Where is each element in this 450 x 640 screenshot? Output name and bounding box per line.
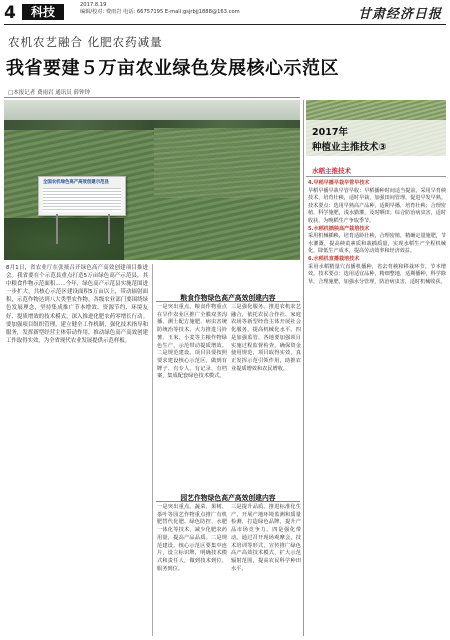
byline-divider — [4, 97, 300, 98]
masthead-meta — [80, 2, 240, 16]
column-divider — [152, 264, 153, 636]
sidebar-body — [308, 180, 446, 286]
photo-foreground-foliage — [4, 218, 124, 260]
page-number: 4 — [4, 3, 16, 23]
subheading-horticulture: 园艺作物绿色高产高效创建内容 — [180, 494, 276, 502]
issue-date: 2017.8.19 — [80, 2, 107, 8]
sidebar-title: 种植业主推技术③ — [312, 142, 387, 153]
sidebar-paragraph-4: 早稻早播早栽早管早收：早稻播种时间适当提前，采用旱育秧技术，培育壮秧，适时早栽，加强田间管理，促进早发早熟。技术要点：选用早熟高产品种，适期早播，培育壮秧；合理密植，科学施肥，浅水勤灌，及时晒田；综合防治病虫害，适时收获，为晚稻生产争取季节。 — [308, 187, 446, 224]
horticulture-text-col2: 三是提升品质。推进标准化生产，开展产地环境监测和质量检测，打造绿色品牌，提升产品市场竞争力。四是强化带动。通过召开现场观摩会、技术培训等形式，宣传推广绿色高产高效技术模式，扩大示范辐射范围，提高农民科学种田水平。 — [231, 504, 301, 572]
newspaper-logo: 甘肃经济日报 — [357, 7, 442, 22]
article-kicker: 农机农艺融合 化肥农药减量 — [8, 35, 163, 49]
subheading-horticulture-rule — [156, 501, 300, 502]
photo-field-far — [154, 128, 300, 198]
demo-sign-body — [43, 188, 121, 212]
article-lead: 8月1日，省农业厅在张掖召开绿色高产高效创建项目推进会。我省要在个示范县重点打造5万亩绿色高产示范县，其中粮食作物示范面积......今年，绿色高产示范县实施范围进一步扩大，共核心示范区建设面积5万亩以上，带动辐射面积，示范作物达到八大类型农作物。各级农业部门要围绕绿色发展理念，坚持集成推广节本增效、资源节约、环境友好、提质增效的技术模式，深入推进化肥农药零增长行动。要加强项目组织管理，建立健全工作机制，强化技术指导和服务，发挥新型经营主体带动作用，推动绿色高产高效创建工作取得实效，为全省现代农业发展提供示范样板。 — [6, 265, 148, 344]
grain-text-col1: 一是突出重点。粮食作物重点在旱作农业区推广全膜双垄沟播、测土配方施肥、病虫害统防统治等技术，大力推进马铃薯、玉米、小麦等主粮作物绿色生产，示范带动提质增效。二是规范建设。项目县要按照要求建设核心示范区，做到有牌子、有专人、有记录、有档案，集成配套绿色技术模式。 — [157, 304, 227, 380]
photo-sky — [4, 100, 300, 122]
sign-post-left — [56, 214, 58, 244]
section-badge: 科技 — [22, 4, 64, 20]
sign-post-right — [108, 214, 110, 244]
demo-sign-title: 全国农机绿色高产高效创建示范县 — [43, 180, 109, 185]
sidebar-subtitle: 水稻主推技术 — [312, 167, 351, 175]
horticulture-text-col1: 一是突出重点。蔬菜、果树、茶叶等园艺作物重点推广有机肥替代化肥、绿色防控、水肥一体化等技术，减少化肥农药用量，提高产品品质。二是规范建设。核心示范区要集中连片，设立标识牌，明确技术模式和责任人，做到技术到位、服务到位。 — [157, 504, 227, 572]
sidebar-rule — [306, 176, 446, 177]
sidebar-heading-4: 4.早稻早播早栽早管早技术 — [308, 180, 370, 186]
subheading-grain-rule — [156, 301, 300, 302]
article-byline: □本报记者 费雨岩 通讯员 薛钟钟 — [8, 90, 90, 96]
sidebar-year: 2017年 — [312, 127, 348, 138]
editor-contact: 编辑/校对: 费雨岩 电话: 66757195 E-mail:gsjrbjj1888@163.com — [80, 9, 240, 15]
subheading-grain: 粮食作物绿色高产高效创建内容 — [180, 294, 276, 302]
demo-sign — [38, 176, 126, 216]
article-headline: 我省要建５万亩农业绿色发展核心示范区 — [6, 58, 339, 79]
sidebar-divider — [303, 100, 304, 636]
field-photo — [4, 100, 300, 260]
sidebar-paragraph-6: 采用水稻精量穴直播机播种，省去育秧和移栽环节，节本增效。技术要点：选用适宜品种，精细整地，适期播种，科学除草，合理施肥，加强水分管理，防治病虫害，适时机械收获。 — [308, 263, 446, 285]
sidebar-heading-6: 6.水稻机直播栽培技术 — [308, 255, 360, 262]
sidebar-heading-5: 5.水稻机插秧高产栽培技术 — [308, 225, 370, 232]
masthead-divider — [4, 24, 446, 25]
sidebar-paragraph-5: 采用机械插秧，培育适龄壮秧，合理密植，精确定量施肥，节水灌溉，提高秧苗素质和栽插质量，实现水稻生产全程机械化，降低生产成本，提高劳动效率和经济效益。 — [308, 233, 446, 255]
grain-text-col2: 三是强化服务。推进农机农艺融合，依托农民合作社、家庭农场等新型经营主体开展社会化服务，提高机械化水平。四是加强监管。各地要加强项目实施过程监督检查，确保资金使用规范，项目取得实效，真正发挥示范引领作用，助推农业提质增效和农民增收。 — [231, 304, 301, 372]
